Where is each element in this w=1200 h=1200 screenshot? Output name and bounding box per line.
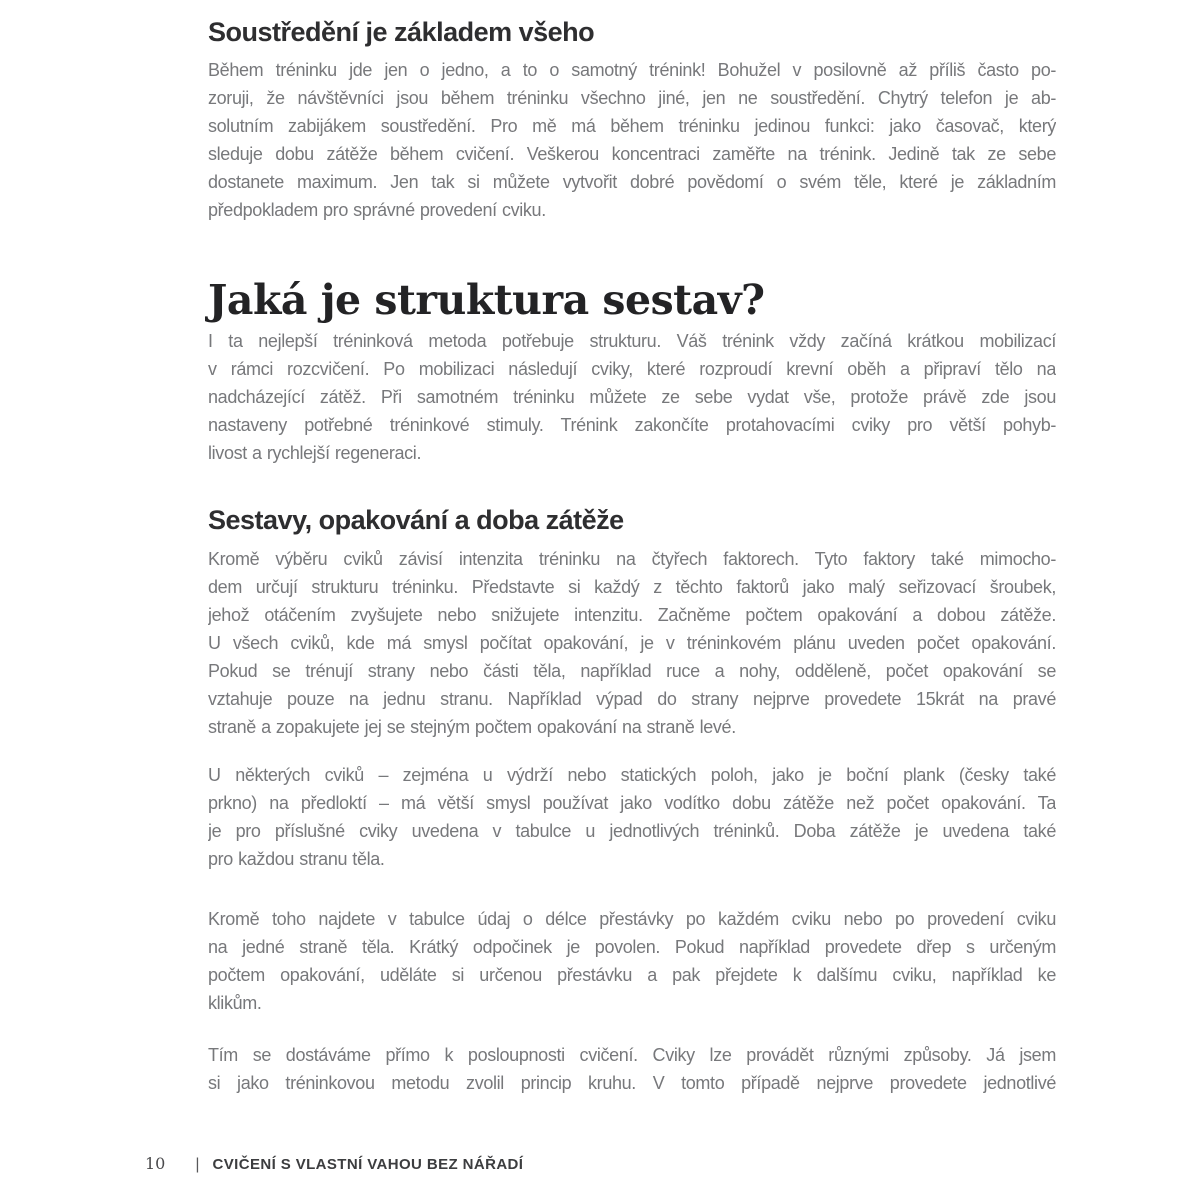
- paragraph-line: Tím se dostáváme přímo k posloupnosti cvičení. Cviky lze provádět různými způsoby. Já jsem: [208, 1045, 1056, 1065]
- paragraph-line: vztahuje pouze na jednu stranu. Například výpad do strany nejprve provedete 15krát na pravé: [208, 689, 1056, 709]
- paragraph-line: v rámci rozcvičení. Po mobilizaci následují cviky, které rozproudí krevní oběh a připraví tělo na: [208, 359, 1056, 379]
- paragraph-line: livost a rychlejší regeneraci.: [208, 443, 422, 463]
- paragraph: [208, 905, 1056, 1017]
- paragraph-line: nastaveny potřebné tréninkové stimuly. Trénink zakončíte protahovacími cviky pro větší pohyb-: [208, 415, 1056, 435]
- paragraph-line: solutním zabijákem soustředění. Pro mě má během tréninku jedinou funkci: jako časovač, který: [208, 116, 1056, 136]
- paragraph-line: dem určují strukturu tréninku. Představte si každý z těchto faktorů jako malý seřizovací šroubek,: [208, 577, 1056, 597]
- paragraph-line: klikům.: [208, 993, 262, 1013]
- paragraph-line: dostanete maximum. Jen tak si můžete vytvořit dobré povědomí o svém těle, které je základním: [208, 172, 1056, 192]
- page-number: 10: [145, 1154, 166, 1173]
- chapter-heading-struktura-sestav: Jaká je struktura sestav?: [208, 276, 765, 324]
- section-heading-sestavy-opakovani: Sestavy, opakování a doba zátěže: [208, 505, 624, 535]
- paragraph-line: Kromě výběru cviků závisí intenzita tréninku na čtyřech faktorech. Tyto faktory také mimocho-: [208, 549, 1056, 569]
- paragraph-line: předpokladem pro správné provedení cviku.: [208, 200, 546, 220]
- paragraph-line: U některých cviků – zejména u výdrží nebo statických poloh, jako je boční plank (česky také: [208, 765, 1056, 785]
- paragraph-line: Během tréninku jde jen o jedno, a to o samotný trénink! Bohužel v posilovně až příliš často po-: [208, 60, 1056, 80]
- paragraph: [208, 327, 1056, 467]
- paragraph-line: nadcházející zátěž. Při samotném tréninku můžete ze sebe vydat vše, protože právě zde jsou: [208, 387, 1056, 407]
- paragraph-line: je pro příslušné cviky uvedena v tabulce u jednotlivých tréninků. Doba zátěže je uvedena také: [208, 821, 1056, 841]
- paragraph-line: pro každou stranu těla.: [208, 849, 385, 869]
- paragraph-line: zoruji, že návštěvníci jsou během tréninku všechno jiné, jen ne soustředění. Chytrý telefon je ab-: [208, 88, 1056, 108]
- page-content: [208, 0, 1056, 1097]
- paragraph-line: sleduje dobu zátěže během cvičení. Veškerou koncentraci zaměřte na trénink. Jedině tak ze sebe: [208, 144, 1056, 164]
- footer-separator: |: [195, 1156, 200, 1173]
- running-title: CVIČENÍ S VLASTNÍ VAHOU BEZ NÁŘADÍ: [212, 1156, 524, 1173]
- paragraph: [208, 545, 1056, 741]
- paragraph-line: na jedné straně těla. Krátký odpočinek je povolen. Pokud například provedete dřep s určeným: [208, 937, 1056, 957]
- paragraph-line: prkno) na předloktí – má větší smysl používat jako vodítko dobu zátěže než počet opakování. Ta: [208, 793, 1056, 813]
- paragraph: [208, 56, 1056, 224]
- paragraph-line: si jako tréninkovou metodu zvolil princip kruhu. V tomto případě nejprve provedete jednotlivé: [208, 1073, 1056, 1093]
- section-heading-soustredeni: Soustředění je základem všeho: [208, 17, 595, 47]
- footer: [145, 1154, 523, 1174]
- paragraph-line: počtem opakování, uděláte si určenou přestávku a pak přejdete k dalšímu cviku, například ke: [208, 965, 1056, 985]
- paragraph-line: I ta nejlepší tréninková metoda potřebuje strukturu. Váš trénink vždy začíná krátkou mobilizací: [208, 331, 1056, 351]
- paragraph: [208, 761, 1056, 873]
- paragraph-line: straně a zopakujete jej se stejným počtem opakování na straně levé.: [208, 717, 736, 737]
- paragraph-line: Pokud se trénují strany nebo části těla, například ruce a nohy, odděleně, počet opakování se: [208, 661, 1056, 681]
- paragraph-line: U všech cviků, kde má smysl počítat opakování, je v tréninkovém plánu uveden počet opakování.: [208, 633, 1056, 653]
- paragraph-line: Kromě toho najdete v tabulce údaj o délce přestávky po každém cviku nebo po provedení cviku: [208, 909, 1056, 929]
- paragraph-line: jehož otáčením zvyšujete nebo snižujete intenzitu. Začněme počtem opakování a dobou zátěže.: [208, 605, 1056, 625]
- paragraph: [208, 1041, 1056, 1097]
